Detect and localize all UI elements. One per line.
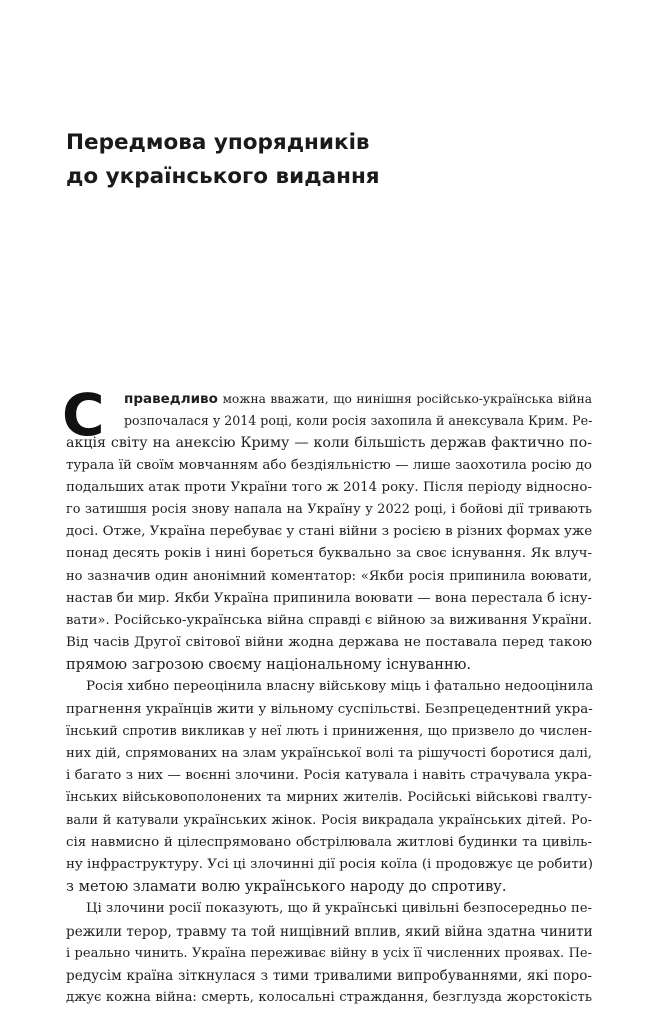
text-line: настав би мир. Якби Україна припинила воювати — вона перестала б існу- bbox=[66, 590, 592, 606]
text-line: з метою зламати волю українського народу до спротиву. bbox=[66, 878, 507, 896]
text-line: прагнення українців жити у вільному суспільстві. Безпрецедентний укра- bbox=[66, 701, 593, 717]
body-text bbox=[66, 388, 592, 1009]
text-line: Росія хибно переоцінила власну військову міць і фатально недооцінила bbox=[86, 679, 594, 695]
text-line: понад десять років і нині бореться буквально за своє існування. Як влуч- bbox=[66, 546, 592, 562]
text-line: ну інфраструктуру. Усі ці злочинні дії росія коїла (і продовжує це робити) bbox=[66, 856, 593, 872]
text-line: розпочалася у 2014 році, коли росія захопила й анексувала Крим. Ре- bbox=[124, 413, 593, 429]
text-line: Від часів Другої світової війни жодна держава не поставала перед такою bbox=[66, 635, 592, 651]
text-line: досі. Отже, Україна перебуває у стані війни з росією в різних формах уже bbox=[66, 524, 593, 540]
text-line: їнських військовополонених та мирних жителів. Російські військові гвалту- bbox=[66, 790, 592, 806]
text-line: прямою загрозою своєму національному існуванню. bbox=[66, 656, 472, 674]
drop-cap: С bbox=[62, 381, 105, 449]
chapter-title bbox=[66, 126, 380, 194]
text-line: праведливо можна вважати, що нинішня російсько-українська війна bbox=[124, 391, 592, 407]
chapter-title-line-1: Передмова упорядників bbox=[66, 130, 370, 155]
text-line: джує кожна війна: смерть, колосальні страждання, безглузда жорстокість bbox=[66, 990, 592, 1006]
lead-word: праведливо bbox=[124, 391, 218, 407]
text-line: режили терор, травму та той нищівний вплив, який війна здатна чинити bbox=[66, 923, 593, 940]
text-line: і реально чинить. Україна переживає війну в усіх її численних проявах. Пе- bbox=[66, 945, 592, 961]
chapter-title-line-2: до українського видання bbox=[66, 164, 380, 189]
text-line: редусім країна зіткнулася з тими тривалими випробуваннями, які поро- bbox=[66, 967, 592, 984]
text-line: акція світу на анексію Криму — коли більшість держав фактично по- bbox=[66, 435, 592, 452]
text-line: го затишшя росія знову напала на Україну у 2022 році, і бойові дії тривають bbox=[66, 501, 592, 517]
text-line: но зазначив один анонімний коментатор: «Якби росія припинила воювати, bbox=[66, 568, 592, 584]
text-line: і багато з них — воєнні злочини. Росія катувала і навіть страчувала укра- bbox=[66, 768, 592, 784]
text-line: їнський спротив викликав у неї лють і приниження, що призвело до числен- bbox=[66, 723, 592, 739]
text-line: подальших атак проти України того ж 2014 року. Після періоду відносно- bbox=[66, 479, 592, 495]
text-line: Ці злочини росії показують, що й українські цивільні безпосередньо пе- bbox=[86, 901, 592, 917]
text-line: них дій, спрямованих на злам української волі та рішучості боротися далі, bbox=[66, 746, 592, 761]
text-line: сія навмисно й цілеспрямовано обстрілювала житлові будинки та цивіль- bbox=[66, 834, 592, 850]
text-line: турала їй своїм мовчанням або бездіяльністю — лише заохотила росію до bbox=[66, 457, 592, 473]
text-line: вали й катували українських жінок. Росія викрадала українських дітей. Ро- bbox=[66, 812, 592, 828]
text-line: вати». Російсько-українська війна справді є війною за виживання України. bbox=[66, 612, 592, 628]
